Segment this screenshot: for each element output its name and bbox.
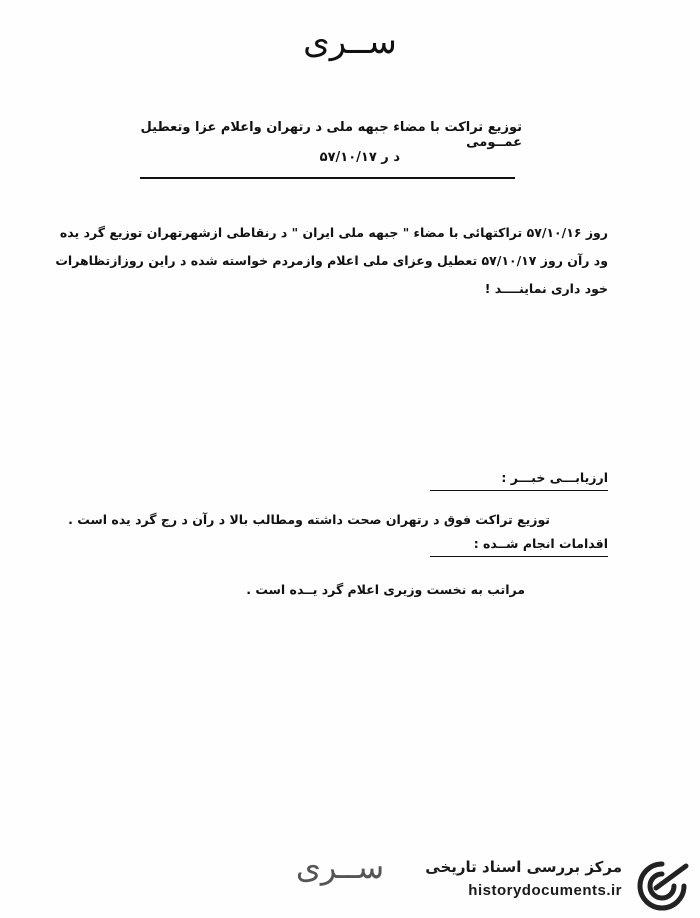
document-date: د ر ۵۷/۱۰/۱۷ [319, 150, 400, 165]
document-center-logo-icon [632, 858, 692, 914]
body-line: خود داری نماینــــد ! [484, 281, 608, 296]
watermark-url: historydocuments.ir [468, 882, 622, 899]
assessment-heading-underline [430, 490, 608, 491]
classification-stamp-bottom: ســرى [295, 848, 385, 886]
document-body [55, 219, 608, 303]
actions-text: مراتب به نخست وزیری اعلام گرد یــده است . [246, 582, 525, 597]
watermark-title: مرکز بررسی اسناد تاریخی [425, 858, 622, 876]
actions-heading-underline [430, 556, 608, 557]
body-line: روز ۵۷/۱۰/۱۶ تراکتهائی با مضاء " جبهه ملی ایران " د رنقاطی ازشهرتهران توزیع گرد یده [59, 225, 608, 240]
document-subject: توزیع تراکت با مضاء جبهه ملی د رتهران واعلام عزا وتعطیل عمــومی [140, 120, 522, 150]
subject-underline [140, 177, 515, 179]
archive-watermark [418, 856, 700, 914]
assessment-text: توزیع تراکت فوق د رتهران صحت داشته ومطالب بالا د رآن د رج گرد یده است . [68, 512, 550, 527]
actions-heading: اقدامات انجام شــده : [473, 536, 608, 551]
assessment-heading: ارزیابـــی خبـــر : [501, 470, 608, 485]
classification-stamp-top: ســرى [303, 22, 397, 62]
body-line: ود رآن روز ۵۷/۱۰/۱۷ تعطیل وعزای ملی اعلام وازمردم خواسته شده د راین روزازتظاهرات [55, 253, 608, 268]
